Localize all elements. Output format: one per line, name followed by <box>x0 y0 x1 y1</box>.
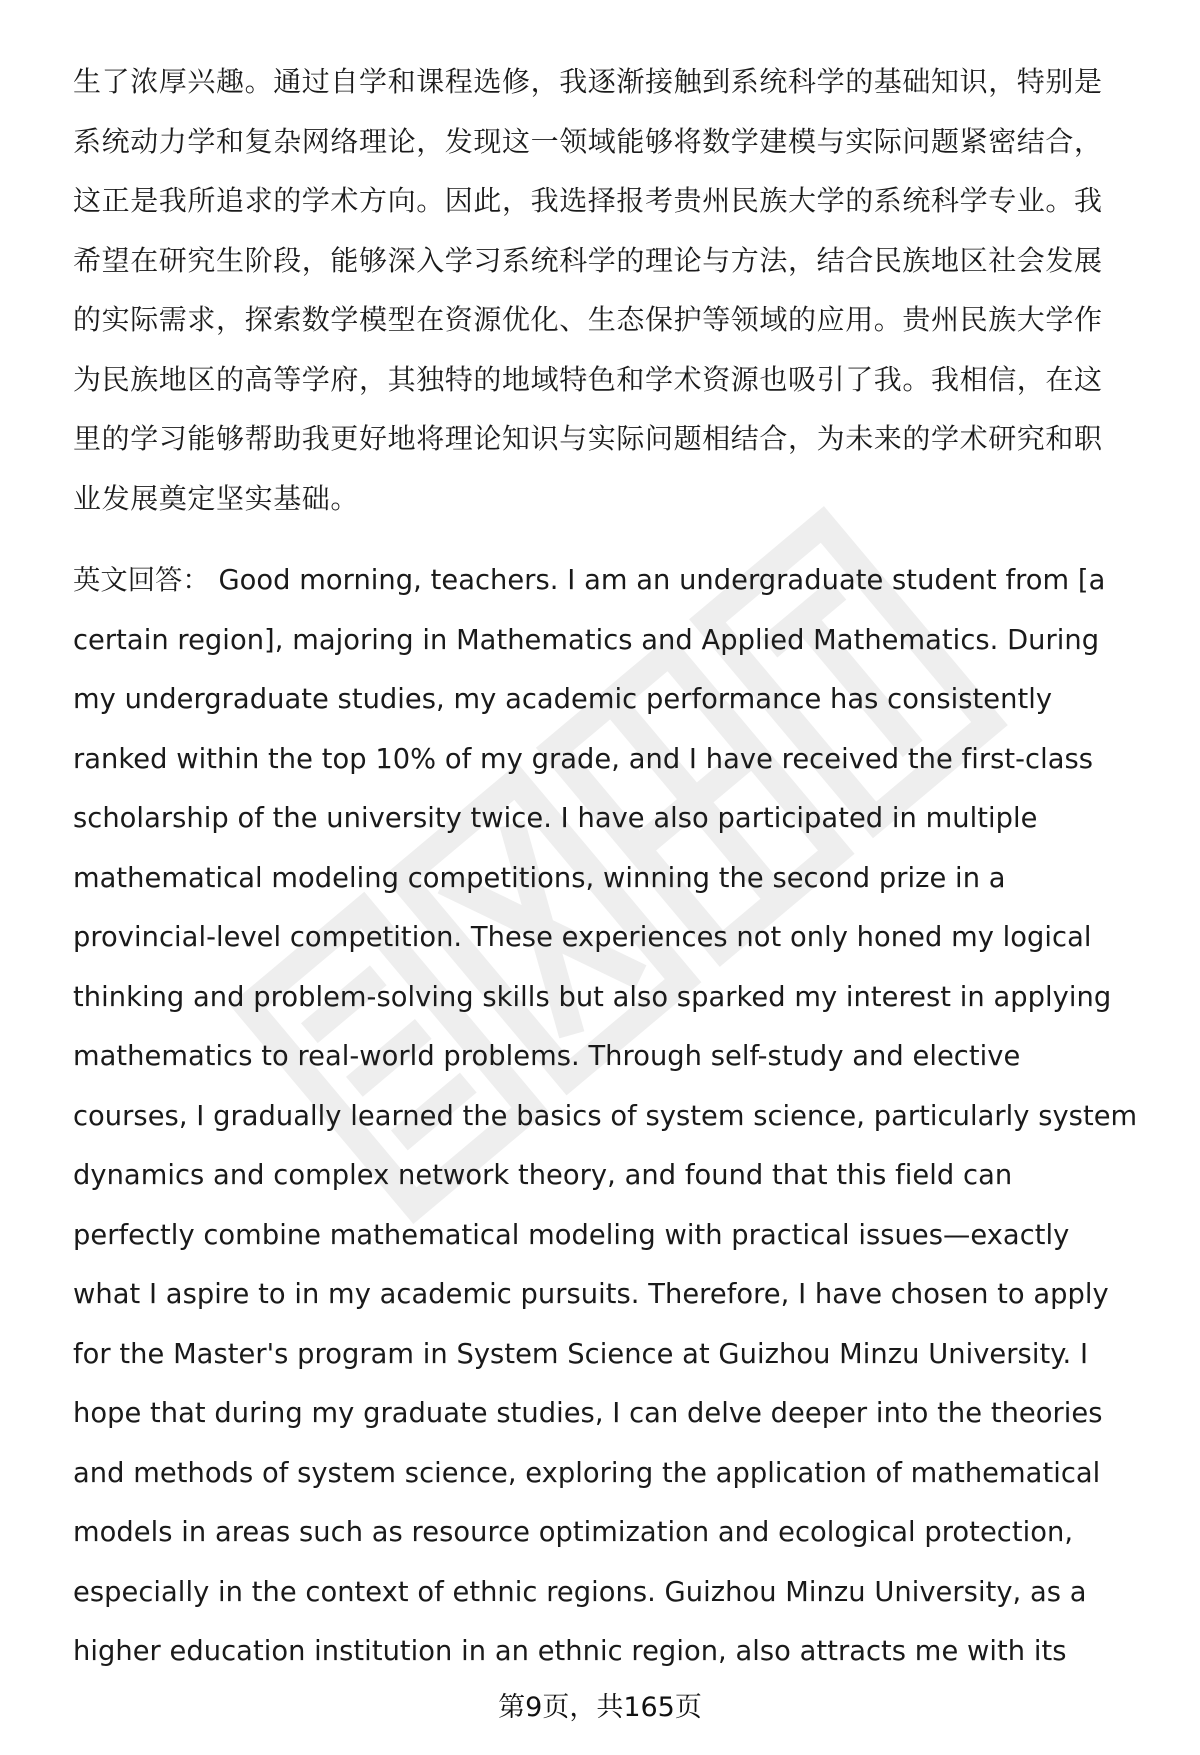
text-line: 英文回答： Good morning, teachers. I am an undergraduate student from [a <box>73 565 1106 596</box>
document-body <box>73 52 1158 1682</box>
text-line: what I aspire to in my academic pursuits. Therefore, I have chosen to apply <box>73 1279 1109 1310</box>
text-line: models in areas such as resource optimization and ecological protection, <box>73 1517 1074 1548</box>
text-line: for the Master's program in System Science at Guizhou Minzu University. I <box>73 1338 1089 1370</box>
text-line: higher education institution in an ethnic region, also attracts me with its <box>73 1636 1067 1667</box>
text-line: 希望在研究生阶段，能够深入学习系统科学的理论与方法，结合民族地区社会发展 <box>73 243 1103 277</box>
text-line: ranked within the top 10% of my grade, and I have received the first-class <box>73 743 1094 775</box>
text-line: perfectly combine mathematical modeling with practical issues—exactly <box>73 1219 1070 1251</box>
text-line: courses, I gradually learned the basics of system science, particularly system <box>73 1100 1138 1132</box>
text-line: thinking and problem-solving skills but also sparked my interest in applying <box>73 981 1112 1013</box>
english-answer-paragraph <box>73 551 1158 1682</box>
text-line: mathematical modeling competitions, winning the second prize in a <box>73 862 1006 894</box>
page-number-footer: 第9页，共165页 <box>498 1692 702 1723</box>
text-line: certain region], majoring in Mathematics and Applied Mathematics. During <box>73 624 1100 656</box>
text-line: provincial-level competition. These experiences not only honed my logical <box>73 922 1092 953</box>
text-line: my undergraduate studies, my academic performance has consistently <box>73 684 1053 715</box>
chinese-paragraph <box>73 52 1158 528</box>
text-line: 系统动力学和复杂网络理论，发现这一领域能够将数学建模与实际问题紧密结合， <box>73 124 1103 158</box>
text-line: 这正是我所追求的学术方向。因此，我选择报考贵州民族大学的系统科学专业。我 <box>73 184 1103 217</box>
text-line: 为民族地区的高等学府，其独特的地域特色和学术资源也吸引了我。我相信，在这 <box>73 362 1103 396</box>
text-line: hope that during my graduate studies, I can delve deeper into the theories <box>73 1398 1103 1429</box>
text-line: 里的学习能够帮助我更好地将理论知识与实际问题相结合，为未来的学术研究和职 <box>73 422 1103 455</box>
text-line: mathematics to real-world problems. Through self-study and elective <box>73 1041 1021 1072</box>
text-line: 业发展奠定坚实基础。 <box>73 481 360 515</box>
text-line: and methods of system science, exploring the application of mathematical <box>73 1457 1101 1489</box>
text-line: scholarship of the university twice. I have also participated in multiple <box>73 803 1038 834</box>
text-line: dynamics and complex network theory, and found that this field can <box>73 1160 1013 1191</box>
text-line: especially in the context of ethnic regions. Guizhou Minzu University, as a <box>73 1576 1087 1608</box>
text-line: 生了浓厚兴趣。通过自学和课程选修，我逐渐接触到系统科学的基础知识，特别是 <box>73 65 1103 98</box>
text-line: 的实际需求，探索数学模型在资源优化、生态保护等领域的应用。贵州民族大学作 <box>73 303 1103 336</box>
